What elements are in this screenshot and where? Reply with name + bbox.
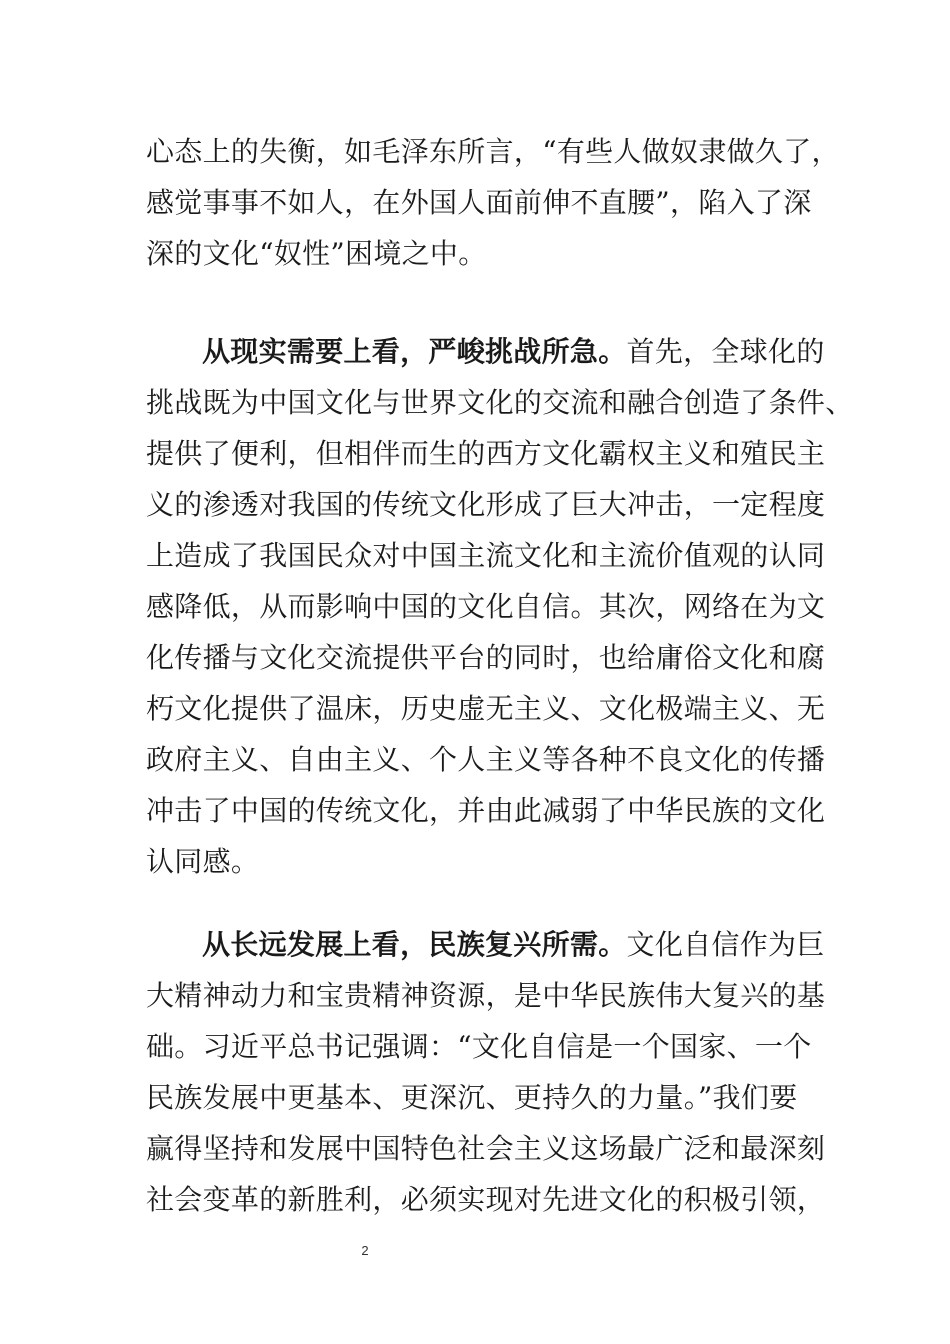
paragraph-first-line [146, 919, 825, 970]
paragraph-line: 民族发展中更基本、更深沉、更持久的力量。”我们要 [146, 1081, 798, 1114]
paragraph-line: 础。习近平总书记强调：“文化自信是一个国家、一个 [146, 1030, 812, 1063]
paragraph-line: 政府主义、自由主义、个人主义等各种不良文化的传播 [146, 743, 826, 776]
paragraph-line: 赢得坚持和发展中国特色社会主义这场最广泛和最深刻 [146, 1132, 826, 1165]
paragraph-line: 心态上的失衡，如毛泽东所言，“有些人做奴隶做久了， [146, 135, 840, 168]
paragraph-line: 朽文化提供了温床，历史虚无主义、文化极端主义、无 [146, 692, 826, 725]
paragraph-first-line-rest: 首先，全球化的 [626, 335, 825, 368]
paragraph-first-line [146, 326, 825, 377]
page-number: 2 [361, 1243, 369, 1258]
paragraph-line: 感觉事事不如人，在外国人面前伸不直腰”，陷入了深 [146, 186, 812, 219]
paragraph-line: 提供了便利，但相伴而生的西方文化霸权主义和殖民主 [146, 437, 826, 470]
paragraph-first-line-rest: 文化自信作为巨 [626, 928, 825, 961]
paragraph-line: 大精神动力和宝贵精神资源，是中华民族伟大复兴的基 [146, 979, 826, 1012]
paragraph-line: 社会变革的新胜利，必须实现对先进文化的积极引领， [146, 1183, 826, 1216]
paragraph-line: 义的渗透对我国的传统文化形成了巨大冲击，一定程度 [146, 488, 826, 521]
paragraph-2 [146, 326, 854, 887]
paragraph-lead-sentence: 从现实需要上看，严峻挑战所急。 [202, 335, 627, 368]
paragraph-line: 感降低，从而影响中国的文化自信。其次，网络在为文 [146, 590, 826, 623]
paragraph-3 [146, 919, 826, 1225]
paragraph-1 [146, 126, 840, 279]
paragraph-line: 深的文化“奴性”困境之中。 [146, 237, 487, 270]
paragraph-line: 冲击了中国的传统文化，并由此减弱了中华民族的文化 [146, 794, 826, 827]
paragraph-line: 挑战既为中国文化与世界文化的交流和融合创造了条件、 [146, 386, 854, 419]
paragraph-line: 认同感。 [146, 845, 260, 878]
paragraph-line: 化传播与文化交流提供平台的同时，也给庸俗文化和腐 [146, 641, 826, 674]
paragraph-lead-sentence: 从长远发展上看，民族复兴所需。 [202, 928, 627, 961]
paragraph-line: 上造成了我国民众对中国主流文化和主流价值观的认同 [146, 539, 826, 572]
